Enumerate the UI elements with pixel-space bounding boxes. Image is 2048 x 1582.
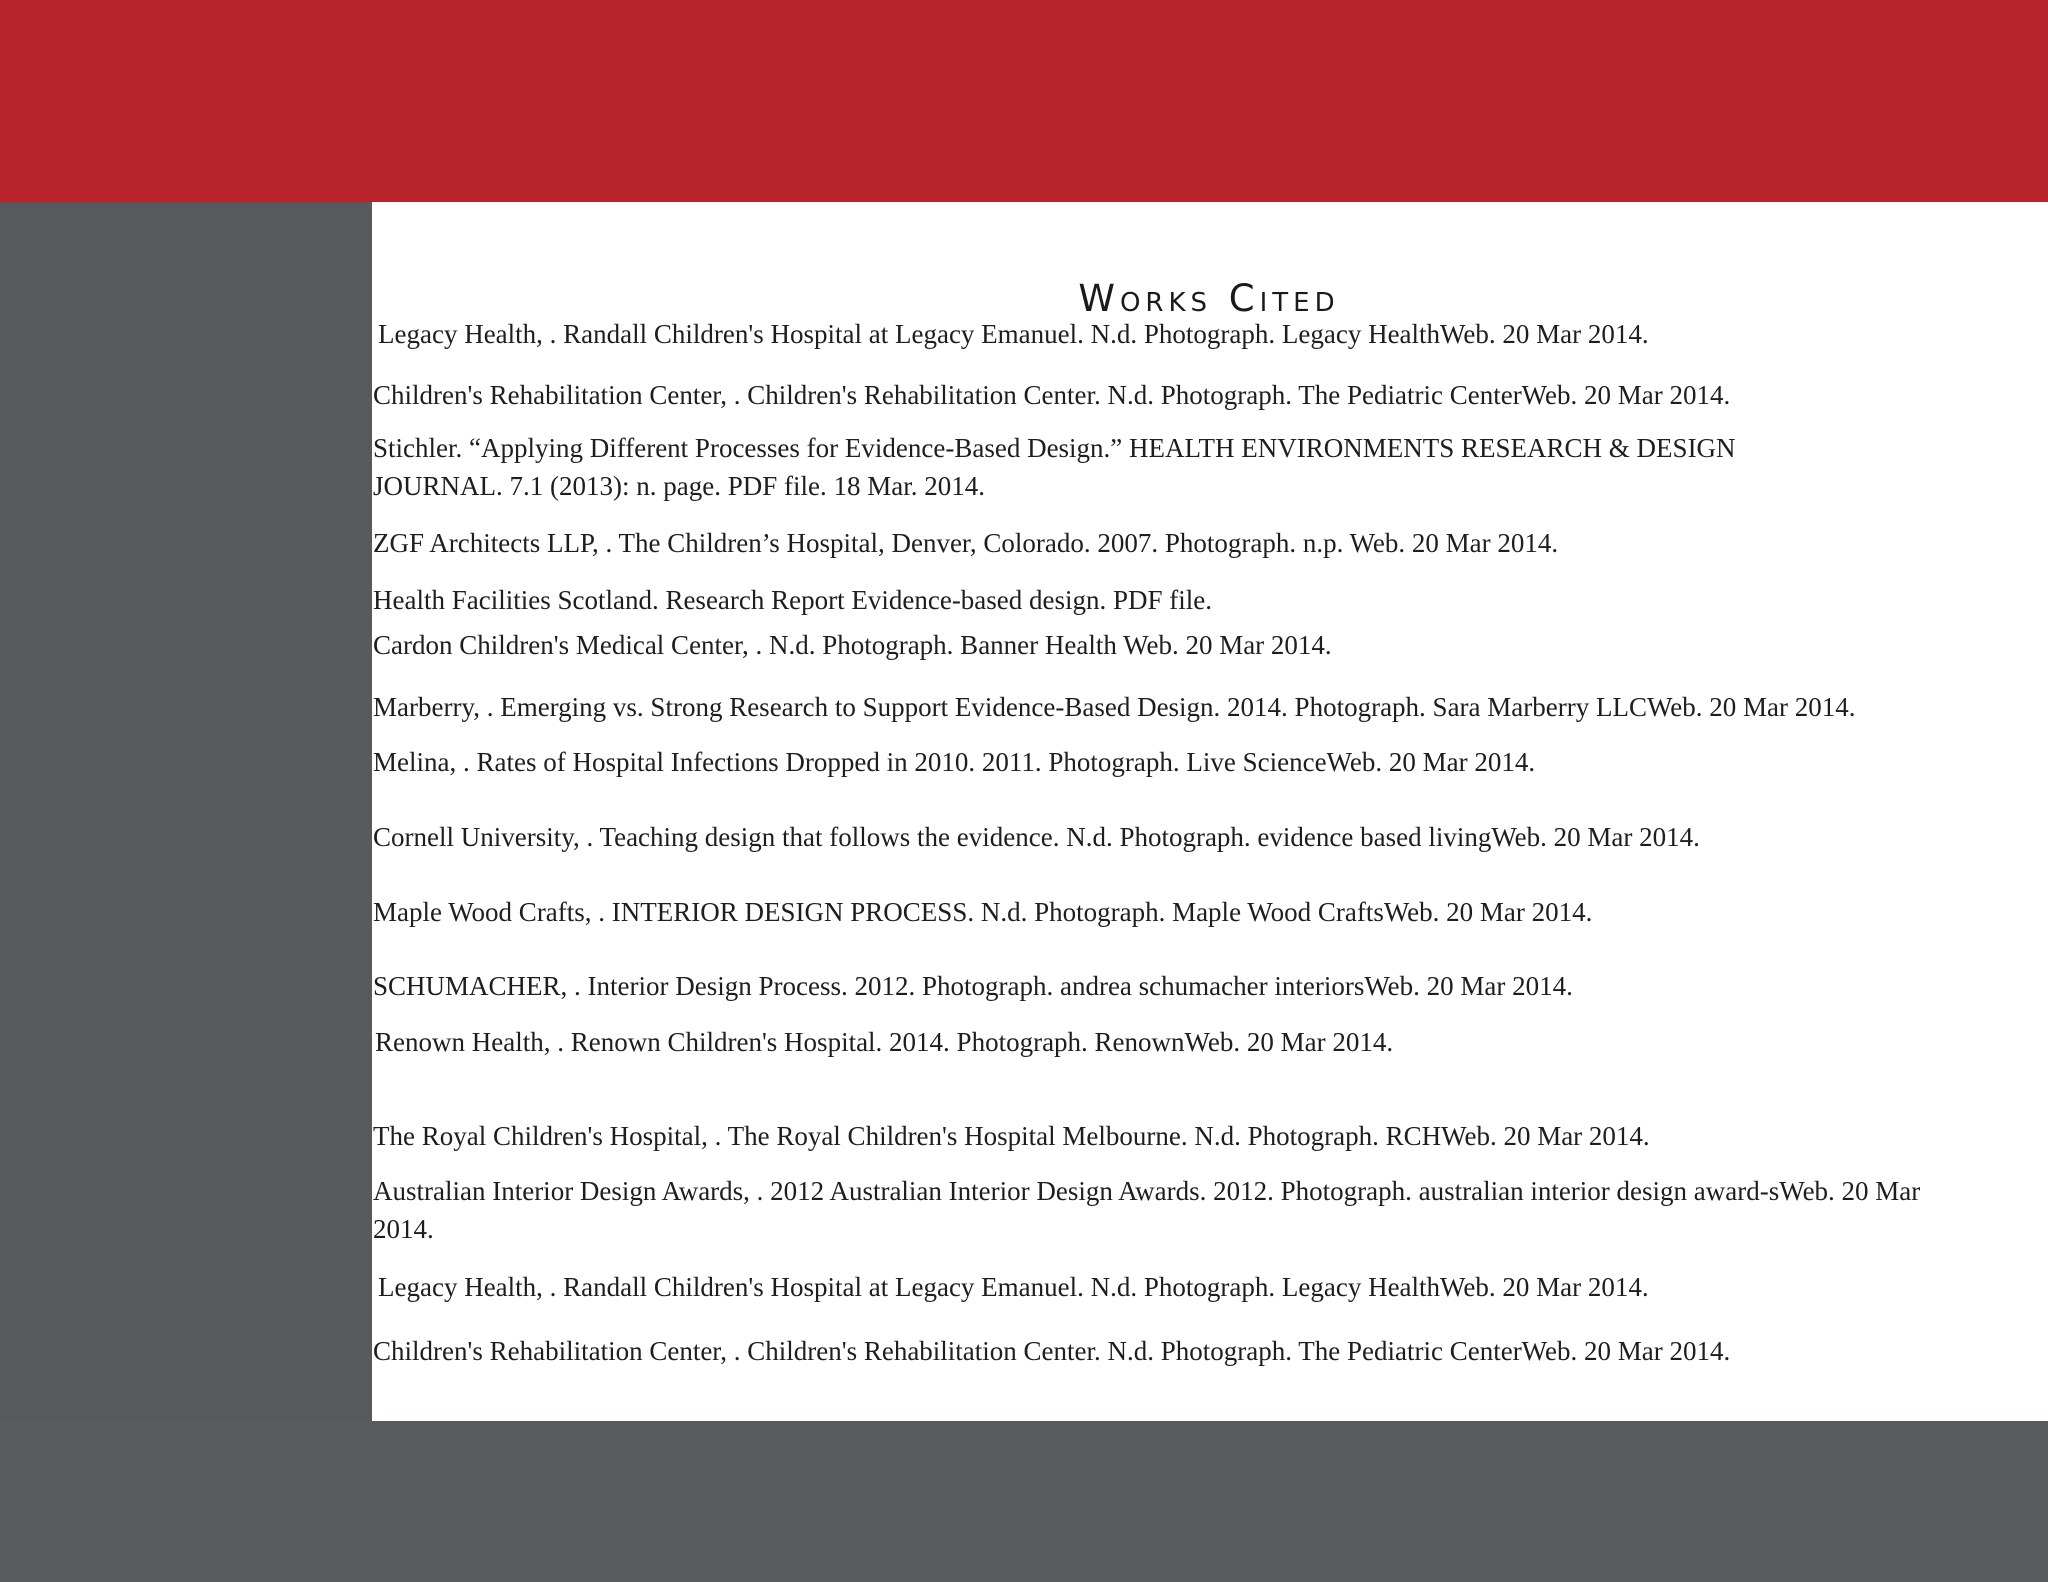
top-red-band	[0, 0, 2048, 202]
citation-entry: Renown Health, . Renown Children's Hospital. 2014. Photograph. RenownWeb. 20 Mar 2014.	[375, 1027, 1394, 1057]
citation-entry: Legacy Health, . Randall Children's Hospital at Legacy Emanuel. N.d. Photograph. Legacy HealthWeb. 20 Mar 2014.	[378, 319, 1649, 349]
citation-entry: Cornell University, . Teaching design that follows the evidence. N.d. Photograph. evidence based livingWeb. 20 Mar 2014.	[373, 822, 1700, 852]
citation-entry: Children's Rehabilitation Center, . Children's Rehabilitation Center. N.d. Photograph. The Pediatric CenterWeb. 20 Mar 2014.	[373, 380, 1731, 410]
citation-entry: ZGF Architects LLP, . The Children’s Hospital, Denver, Colorado. 2007. Photograph. n.p. Web. 20 Mar 2014.	[373, 528, 1559, 558]
page-title: Works Cited	[1078, 277, 1340, 320]
bottom-gray-band	[0, 1421, 2048, 1582]
citation-entry: Legacy Health, . Randall Children's Hospital at Legacy Emanuel. N.d. Photograph. Legacy HealthWeb. 20 Mar 2014.	[378, 1272, 1649, 1302]
left-gray-panel	[0, 202, 372, 1582]
works-cited-page	[372, 202, 2048, 1421]
citation-entry: Children's Rehabilitation Center, . Children's Rehabilitation Center. N.d. Photograph. The Pediatric CenterWeb. 20 Mar 2014.	[373, 1336, 1731, 1366]
citation-entry: The Royal Children's Hospital, . The Royal Children's Hospital Melbourne. N.d. Photograph. RCHWeb. 20 Mar 2014.	[373, 1121, 1650, 1151]
citation-entry: SCHUMACHER, . Interior Design Process. 2012. Photograph. andrea schumacher interiorsWeb. 20 Mar 2014.	[373, 971, 1573, 1001]
citation-entry: Health Facilities Scotland. Research Report Evidence-based design. PDF file.	[373, 585, 1213, 615]
citation-entry: Cardon Children's Medical Center, . N.d. Photograph. Banner Health Web. 20 Mar 2014.	[373, 630, 1332, 660]
citation-entry: Maple Wood Crafts, . INTERIOR DESIGN PROCESS. N.d. Photograph. Maple Wood CraftsWeb. 20 Mar 2014.	[373, 897, 1593, 927]
citation-entry: Marberry, . Emerging vs. Strong Research to Support Evidence-Based Design. 2014. Photograph. Sara Marberry LLCWeb. 20 Mar 2014.	[373, 692, 1856, 722]
citation-entry: Stichler. “Applying Different Processes for Evidence-Based Design.” HEALTH ENVIRONMENTS RESEARCH & DESIGN JOURNAL. 7.1 (2013): n. page. PDF file. 18 Mar. 2014.	[373, 433, 1736, 501]
citation-entry: Melina, . Rates of Hospital Infections Dropped in 2010. 2011. Photograph. Live ScienceWeb. 20 Mar 2014.	[373, 747, 1536, 777]
citation-entry: Australian Interior Design Awards, . 2012 Australian Interior Design Awards. 2012. Photograph. australian interior design award-sWeb. 20 Mar 2014.	[373, 1176, 1921, 1244]
